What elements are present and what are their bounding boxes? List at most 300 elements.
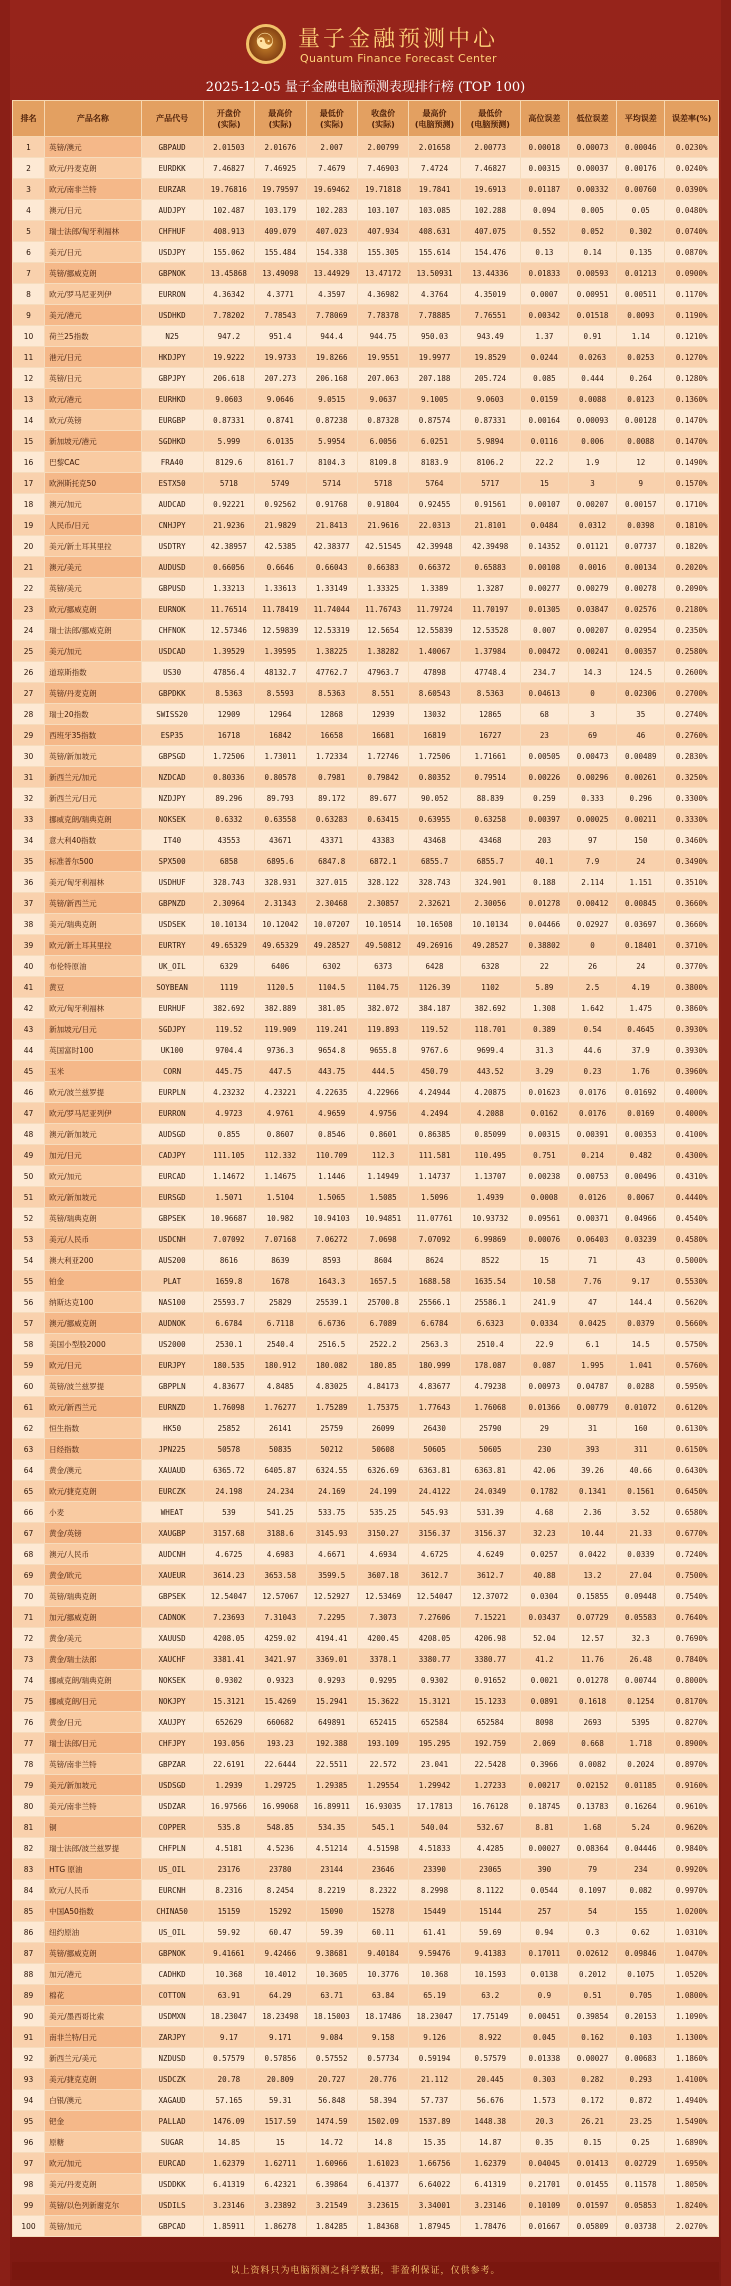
cell-low-error: 0.3 [568,1922,616,1943]
cell-rank: 21 [13,557,45,578]
cell-high-error: 0.01366 [520,1397,568,1418]
cell-high-predicted: 0.92455 [409,494,460,515]
cell-product-code: CHFNOK [141,620,203,641]
cell-high-actual: 1678 [255,1271,306,1292]
header-high-actual [255,101,306,137]
cell-high-error: 0.17011 [520,1943,568,1964]
cell-low-predicted: 8106.2 [460,452,520,473]
cell-low-actual: 12.53319 [306,620,357,641]
cell-open-actual: 0.92221 [203,494,254,515]
cell-low-actual: 102.283 [306,200,357,221]
cell-close-actual: 6872.1 [357,851,408,872]
cell-low-actual: 206.168 [306,368,357,389]
cell-low-actual: 381.05 [306,998,357,1019]
cell-rank: 16 [13,452,45,473]
cell-error-rate: 0.3800% [665,977,719,998]
cell-high-predicted: 23.041 [409,1754,460,1775]
cell-low-actual: 5714 [306,473,357,494]
cell-product-code: FRA40 [141,452,203,473]
cell-error-rate: 0.8900% [665,1733,719,1754]
cell-low-actual: 15090 [306,1901,357,1922]
cell-product-name: 小麦 [45,1502,141,1523]
cell-low-actual: 14.72 [306,2132,357,2153]
cell-high-error: 0.00342 [520,305,568,326]
cell-error-rate: 0.8170% [665,1691,719,1712]
cell-avg-error: 0.00357 [617,641,665,662]
cell-high-actual: 548.85 [255,1817,306,1838]
cell-error-rate: 0.2760% [665,725,719,746]
cell-rank: 9 [13,305,45,326]
header-product-name [45,101,141,137]
cell-high-error: 0.3966 [520,1754,568,1775]
cell-high-actual: 21.9829 [255,515,306,536]
cell-low-actual: 4.9659 [306,1103,357,1124]
cell-close-actual: 112.3 [357,1145,408,1166]
header-label: 高位误差 [528,114,561,123]
cell-product-code: UK100 [141,1040,203,1061]
cell-product-name: 布伦特原油 [45,956,141,977]
cell-low-error: 0.1618 [568,1691,616,1712]
cell-error-rate: 0.0390% [665,179,719,200]
header-label: 最高价 [268,108,293,118]
cell-high-error: 203 [520,830,568,851]
cell-close-actual: 6373 [357,956,408,977]
cell-avg-error: 0.0379 [617,1313,665,1334]
cell-open-actual: 9.0603 [203,389,254,410]
cell-low-actual: 649891 [306,1712,357,1733]
cell-high-predicted: 1.66756 [409,2153,460,2174]
disclaimer-footer: 以上资料只为电脑预测之科学数据，非盈利保证，仅供参考。 [12,2262,719,2280]
cell-avg-error: 150 [617,830,665,851]
cell-low-error: 0.00207 [568,494,616,515]
cell-high-actual: 0.80578 [255,767,306,788]
cell-high-predicted: 18.23047 [409,2006,460,2027]
cell-product-code: PALLAD [141,2111,203,2132]
cell-rank: 43 [13,1019,45,1040]
cell-high-error: 0.01833 [520,263,568,284]
cell-rank: 75 [13,1691,45,1712]
cell-high-actual: 25829 [255,1292,306,1313]
cell-high-error: 8098 [520,1712,568,1733]
cell-low-actual: 3369.01 [306,1649,357,1670]
cell-low-predicted: 17.75149 [460,2006,520,2027]
cell-low-actual: 12868 [306,704,357,725]
cell-low-predicted: 4206.98 [460,1628,520,1649]
cell-low-error: 0.214 [568,1145,616,1166]
cell-high-error: 0.0116 [520,431,568,452]
cell-product-code: EURHUF [141,998,203,1019]
table-row [13,1754,719,1775]
cell-high-error: 0.0334 [520,1313,568,1334]
cell-low-predicted: 8.1122 [460,1880,520,1901]
cell-rank: 25 [13,641,45,662]
cell-high-actual: 0.8607 [255,1124,306,1145]
cell-avg-error: 40.66 [617,1460,665,1481]
cell-low-error: 0.00037 [568,158,616,179]
cell-product-code: SOYBEAN [141,977,203,998]
cell-product-code: CORN [141,1061,203,1082]
table-row [13,515,719,536]
cell-product-name: 黄金/欧元 [45,1565,141,1586]
cell-high-error: 0.0138 [520,1964,568,1985]
cell-low-error: 79 [568,1859,616,1880]
cell-error-rate: 1.8240% [665,2195,719,2216]
cell-high-error: 0.0544 [520,1880,568,1901]
cell-high-predicted: 10.368 [409,1964,460,1985]
cell-high-error: 0.045 [520,2027,568,2048]
cell-product-name: 瑞士法郎/匈牙利福林 [45,221,141,242]
cell-close-actual: 50608 [357,1439,408,1460]
cell-error-rate: 0.3660% [665,893,719,914]
cell-high-error: 0.0244 [520,347,568,368]
header-label: 最低价 [478,108,503,118]
cell-avg-error: 14.5 [617,1334,665,1355]
ranking-table-wrapper [12,100,719,2237]
cell-low-error: 0.08364 [568,1838,616,1859]
cell-product-name: 铜 [45,1817,141,1838]
cell-high-actual: 15 [255,2132,306,2153]
cell-avg-error: 5.24 [617,1817,665,1838]
cell-low-actual: 327.015 [306,872,357,893]
cell-avg-error: 0.02576 [617,599,665,620]
cell-low-predicted: 943.49 [460,326,520,347]
cell-product-name: 澳元/加元 [45,494,141,515]
cell-high-predicted: 15.35 [409,2132,460,2153]
cell-error-rate: 0.4100% [665,1124,719,1145]
cell-high-error: 0.00472 [520,641,568,662]
table-row [13,683,719,704]
cell-high-error: 0.04045 [520,2153,568,2174]
cell-close-actual: 10.94851 [357,1208,408,1229]
cell-product-name: 美元/匈牙利福林 [45,872,141,893]
cell-low-predicted: 25790 [460,1418,520,1439]
cell-low-error: 0.005 [568,200,616,221]
table-row [13,1271,719,1292]
cell-high-predicted: 49.26916 [409,935,460,956]
cell-rank: 11 [13,347,45,368]
cell-low-actual: 3.21549 [306,2195,357,2216]
cell-open-actual: 328.743 [203,872,254,893]
cell-high-predicted: 8.2998 [409,1880,460,1901]
cell-low-error: 0.01121 [568,536,616,557]
cell-high-predicted: 4208.05 [409,1628,460,1649]
cell-avg-error: 1.041 [617,1355,665,1376]
cell-high-error: 0.0021 [520,1670,568,1691]
cell-low-error: 12.57 [568,1628,616,1649]
cell-rank: 22 [13,578,45,599]
cell-avg-error: 0.1075 [617,1964,665,1985]
header-high-error [520,101,568,137]
cell-low-actual: 180.082 [306,1355,357,1376]
cell-product-code: CHFHUF [141,221,203,242]
cell-product-code: GBPZAR [141,1754,203,1775]
cell-low-error: 0.052 [568,221,616,242]
brand-logo-icon [246,24,286,64]
cell-low-predicted: 1.27233 [460,1775,520,1796]
cell-product-name: 恒生指数 [45,1418,141,1439]
cell-low-error: 0.01518 [568,305,616,326]
cell-high-predicted: 328.743 [409,872,460,893]
cell-high-actual: 24.234 [255,1481,306,1502]
cell-avg-error: 0.0169 [617,1103,665,1124]
header-label: 开盘价 [216,108,241,118]
cell-high-actual: 4259.02 [255,1628,306,1649]
cell-rank: 92 [13,2048,45,2069]
header-label: 产品名称 [76,114,109,123]
table-row [13,1145,719,1166]
cell-open-actual: 2530.1 [203,1334,254,1355]
cell-high-error: 10.58 [520,1271,568,1292]
cell-low-error: 0.0312 [568,515,616,536]
cell-open-actual: 9704.4 [203,1040,254,1061]
cell-low-actual: 1.33149 [306,578,357,599]
cell-close-actual: 63.84 [357,1985,408,2006]
cell-product-code: USDCNH [141,1229,203,1250]
cell-high-predicted: 0.86385 [409,1124,460,1145]
cell-low-error: 3 [568,473,616,494]
cell-rank: 34 [13,830,45,851]
table-row [13,1082,719,1103]
cell-avg-error: 0.302 [617,221,665,242]
cell-open-actual: 539 [203,1502,254,1523]
cell-product-code: GBPAUD [141,137,203,158]
cell-low-error: 0.02152 [568,1775,616,1796]
cell-open-actual: 5.999 [203,431,254,452]
cell-avg-error: 0.0253 [617,347,665,368]
table-row [13,1922,719,1943]
cell-low-actual: 1.72334 [306,746,357,767]
header-label: 平均误差 [624,114,657,123]
cell-low-predicted: 50605 [460,1439,520,1460]
cell-low-predicted: 12.53528 [460,620,520,641]
cell-high-error: 40.88 [520,1565,568,1586]
cell-product-name: 欧元/新加坡元 [45,1187,141,1208]
cell-error-rate: 0.0900% [665,263,719,284]
cell-open-actual: 3614.23 [203,1565,254,1586]
table-row [13,221,719,242]
cell-low-actual: 4.3597 [306,284,357,305]
cell-low-predicted: 14.87 [460,2132,520,2153]
cell-high-actual: 1.5104 [255,1187,306,1208]
cell-high-actual: 4.23221 [255,1082,306,1103]
table-row [13,1250,719,1271]
cell-high-predicted: 1.40067 [409,641,460,662]
cell-low-actual: 20.727 [306,2069,357,2090]
cell-low-error: 0.00296 [568,767,616,788]
cell-avg-error: 0.00278 [617,578,665,599]
cell-low-error: 26.21 [568,2111,616,2132]
cell-product-name: 美元/日元 [45,242,141,263]
cell-close-actual: 1.61023 [357,2153,408,2174]
cell-product-code: XAGAUD [141,2090,203,2111]
cell-low-error: 0.00025 [568,809,616,830]
table-row [13,914,719,935]
cell-low-error: 393 [568,1439,616,1460]
cell-product-code: AUDCNH [141,1544,203,1565]
cell-product-code: UK_OIL [141,956,203,977]
cell-high-actual: 155.484 [255,242,306,263]
cell-avg-error: 0.00128 [617,410,665,431]
cell-high-predicted: 1.72506 [409,746,460,767]
cell-low-predicted: 22.5428 [460,1754,520,1775]
cell-low-predicted: 19.6913 [460,179,520,200]
cell-rank: 84 [13,1880,45,1901]
cell-low-predicted: 205.724 [460,368,520,389]
cell-low-predicted: 4.6249 [460,1544,520,1565]
cell-high-error: 40.1 [520,851,568,872]
cell-low-error: 0.03847 [568,599,616,620]
cell-high-actual: 193.23 [255,1733,306,1754]
cell-low-actual: 9.38681 [306,1943,357,1964]
cell-error-rate: 0.7690% [665,1628,719,1649]
cell-product-code: USDCAD [141,641,203,662]
cell-low-error: 14.3 [568,662,616,683]
table-row [13,620,719,641]
cell-high-predicted: 25566.1 [409,1292,460,1313]
cell-high-actual: 8.2454 [255,1880,306,1901]
cell-rank: 49 [13,1145,45,1166]
cell-low-actual: 1643.3 [306,1271,357,1292]
cell-rank: 50 [13,1166,45,1187]
cell-high-predicted: 2563.3 [409,1334,460,1355]
cell-high-error: 1.37 [520,326,568,347]
table-row [13,1712,719,1733]
cell-open-actual: 1659.8 [203,1271,254,1292]
table-row [13,1019,719,1040]
cell-product-code: ESTX50 [141,473,203,494]
cell-error-rate: 0.9840% [665,1838,719,1859]
cell-high-predicted: 0.66372 [409,557,460,578]
cell-avg-error: 9.17 [617,1271,665,1292]
cell-rank: 88 [13,1964,45,1985]
cell-product-code: USDSGD [141,1775,203,1796]
cell-open-actual: 8.2316 [203,1880,254,1901]
cell-product-name: 英镑/波兰兹罗提 [45,1376,141,1397]
cell-close-actual: 382.072 [357,998,408,1019]
cell-product-name: 欧元/日元 [45,1355,141,1376]
cell-avg-error: 32.3 [617,1628,665,1649]
cell-avg-error: 160 [617,1418,665,1439]
table-row [13,2174,719,2195]
cell-low-predicted: 12865 [460,704,520,725]
cell-product-code: CADJPY [141,1145,203,1166]
ranking-table [12,100,719,2237]
cell-low-error: 2.36 [568,1502,616,1523]
cell-open-actual: 16.97566 [203,1796,254,1817]
cell-error-rate: 0.1270% [665,347,719,368]
cell-close-actual: 4.84173 [357,1376,408,1397]
cell-rank: 52 [13,1208,45,1229]
cell-low-predicted: 13.44336 [460,263,520,284]
cell-high-error: 0.04613 [520,683,568,704]
table-row [13,998,719,1019]
cell-high-error: 0.0162 [520,1103,568,1124]
cell-high-error: 20.3 [520,2111,568,2132]
cell-high-predicted: 3.34001 [409,2195,460,2216]
cell-rank: 78 [13,1754,45,1775]
cell-low-actual: 10.94103 [306,1208,357,1229]
cell-low-actual: 1104.5 [306,977,357,998]
cell-error-rate: 1.1090% [665,2006,719,2027]
cell-open-actual: 0.57579 [203,2048,254,2069]
cell-high-predicted: 4.2494 [409,1103,460,1124]
cell-error-rate: 1.4100% [665,2069,719,2090]
table-row [13,1901,719,1922]
cell-low-predicted: 1102 [460,977,520,998]
cell-low-error: 2.114 [568,872,616,893]
cell-error-rate: 1.1860% [665,2048,719,2069]
cell-high-actual: 48132.7 [255,662,306,683]
cell-open-actual: 8.5363 [203,683,254,704]
cell-high-error: 0.0007 [520,284,568,305]
cell-product-name: 新西兰元/加元 [45,767,141,788]
cell-close-actual: 12.5654 [357,620,408,641]
cell-low-predicted: 6.99869 [460,1229,520,1250]
cell-rank: 85 [13,1901,45,1922]
cell-close-actual: 0.87328 [357,410,408,431]
table-row [13,1418,719,1439]
cell-low-actual: 12.52927 [306,1586,357,1607]
cell-avg-error: 0.00353 [617,1124,665,1145]
cell-high-predicted: 450.79 [409,1061,460,1082]
table-row [13,1061,719,1082]
cell-close-actual: 60.11 [357,1922,408,1943]
cell-high-actual: 1.29725 [255,1775,306,1796]
cell-low-predicted: 4.79238 [460,1376,520,1397]
cell-low-predicted: 0.79514 [460,767,520,788]
cell-high-actual: 3188.6 [255,1523,306,1544]
cell-avg-error: 0.1561 [617,1481,665,1502]
cell-close-actual: 1.72746 [357,746,408,767]
cell-low-predicted: 110.495 [460,1145,520,1166]
cell-avg-error: 0.0398 [617,515,665,536]
cell-high-error: 32.23 [520,1523,568,1544]
cell-low-actual: 49.28527 [306,935,357,956]
cell-close-actual: 89.677 [357,788,408,809]
cell-close-actual: 6.0056 [357,431,408,452]
cell-close-actual: 1502.09 [357,2111,408,2132]
cell-product-name: 欧元/罗马尼亚列伊 [45,284,141,305]
cell-low-error: 0.0425 [568,1313,616,1334]
cell-low-actual: 9.0515 [306,389,357,410]
cell-high-actual: 6.0135 [255,431,306,452]
cell-low-actual: 16.89911 [306,1796,357,1817]
cell-low-actual: 944.4 [306,326,357,347]
cell-product-name: 欧元/捷克克朗 [45,1481,141,1502]
cell-low-actual: 1.1446 [306,1166,357,1187]
cell-high-error: 241.9 [520,1292,568,1313]
cell-product-code: EURSGD [141,1187,203,1208]
cell-low-actual: 110.709 [306,1145,357,1166]
cell-open-actual: 6.6784 [203,1313,254,1334]
cell-low-actual: 2.007 [306,137,357,158]
cell-product-name: 美元/南非兰特 [45,1796,141,1817]
cell-close-actual: 58.394 [357,2090,408,2111]
cell-high-error: 0.01278 [520,893,568,914]
cell-error-rate: 0.9610% [665,1796,719,1817]
cell-error-rate: 0.1360% [665,389,719,410]
cell-open-actual: 18.23047 [203,2006,254,2027]
cell-product-code: EURCZK [141,1481,203,1502]
report-title: 2025-12-05 量子金融电脑预测表现排行榜 (TOP 100) [205,80,526,95]
table-row [13,200,719,221]
cell-avg-error: 0.00496 [617,1166,665,1187]
cell-rank: 80 [13,1796,45,1817]
cell-product-code: GBPUSD [141,578,203,599]
cell-product-name: 欧元/新土耳其里拉 [45,935,141,956]
table-row [13,1838,719,1859]
cell-high-error: 0.00217 [520,1775,568,1796]
